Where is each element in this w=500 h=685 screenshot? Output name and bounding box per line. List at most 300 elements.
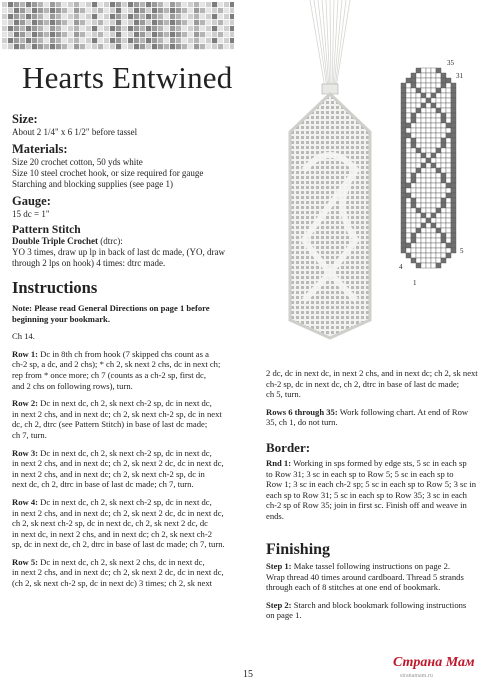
chart-cell xyxy=(416,68,421,73)
checker-cell xyxy=(74,26,79,31)
line: ch 2, sk next ch-2 sp, dc in next dc, ch 2, sk next 2 dc, dc xyxy=(12,518,208,529)
chart-cell xyxy=(421,228,426,233)
checker-cell xyxy=(2,44,7,49)
checker-cell xyxy=(182,2,187,7)
checker-cell xyxy=(50,38,55,43)
chart-cell xyxy=(406,138,411,143)
checker-cell xyxy=(92,44,97,49)
chart-cell xyxy=(411,113,416,118)
chart-cell xyxy=(426,208,431,213)
chart-cell xyxy=(416,208,421,213)
chart-cell xyxy=(436,98,441,103)
chart-cell xyxy=(451,238,456,243)
checker-cell xyxy=(170,14,175,19)
chart-cell xyxy=(421,193,426,198)
chart-cell xyxy=(411,118,416,123)
checker-cell xyxy=(158,14,163,19)
line: and 2 chs on following rows), turn. xyxy=(12,380,133,391)
chart-cell xyxy=(421,218,426,223)
line: ch-2 sp, a dc, and 2 chs); * ch 2, sk next 2 chs, dc in next ch; xyxy=(12,359,221,370)
chart-cell xyxy=(421,108,426,113)
chart-cell xyxy=(436,253,441,258)
checker-cell xyxy=(158,2,163,7)
checker-cell xyxy=(212,8,217,13)
chart-cell xyxy=(416,88,421,93)
chart-cell xyxy=(401,173,406,178)
checker-cell xyxy=(200,44,205,49)
chart-cell xyxy=(451,123,456,128)
chart-cell xyxy=(416,188,421,193)
checker-cell xyxy=(170,38,175,43)
chart-cell xyxy=(406,248,411,253)
checker-cell xyxy=(224,26,229,31)
chart-cell xyxy=(411,248,416,253)
chart-cell xyxy=(431,88,436,93)
chart-cell xyxy=(426,188,431,193)
checker-cell xyxy=(230,32,234,37)
chart-cell xyxy=(411,213,416,218)
line: Dc in next dc, ch 2, sk next ch-2 sp, dc in next dc, xyxy=(38,398,212,409)
checker-cell xyxy=(2,2,7,7)
chart-cell xyxy=(436,223,441,228)
checker-cell xyxy=(146,14,151,19)
checker-cell xyxy=(2,14,7,19)
chart-cell xyxy=(451,138,456,143)
chart-cell xyxy=(416,83,421,88)
chart-cell xyxy=(426,128,431,133)
chart-cell xyxy=(441,93,446,98)
checker-cell xyxy=(26,20,31,25)
chart-cell xyxy=(431,243,436,248)
chart-cell xyxy=(416,138,421,143)
line: in next 2 chs, and in next dc; ch 2, sk next 2 dc, dc in next dc, xyxy=(12,567,224,578)
checker-cell xyxy=(104,2,109,7)
checker-cell xyxy=(140,20,145,25)
checker-cell xyxy=(128,8,133,13)
chart-cell xyxy=(441,203,446,208)
bookmark-photo xyxy=(270,0,392,340)
chart-cell xyxy=(406,148,411,153)
chart-cell xyxy=(416,128,421,133)
chart-cell xyxy=(426,88,431,93)
chart-cell xyxy=(406,223,411,228)
checker-cell xyxy=(98,38,103,43)
chart-cell xyxy=(441,213,446,218)
chart-cell xyxy=(421,133,426,138)
chart-cell xyxy=(441,183,446,188)
checker-cell xyxy=(62,8,67,13)
checker-cell xyxy=(134,14,139,19)
materials-line: Size 20 crochet cotton, 50 yds white xyxy=(12,157,143,167)
row-label: Row 5: xyxy=(12,556,39,567)
chart-cell xyxy=(406,113,411,118)
checker-cell xyxy=(122,8,127,13)
checker-cell xyxy=(146,8,151,13)
checker-cell xyxy=(122,20,127,25)
checker-cell xyxy=(212,20,217,25)
chart-label-31: 31 xyxy=(456,72,463,80)
chart-cell xyxy=(431,198,436,203)
chart-cell xyxy=(411,138,416,143)
checker-cell xyxy=(44,14,49,19)
checker-cell xyxy=(224,38,229,43)
chart-cell xyxy=(436,73,441,78)
checker-cell xyxy=(68,20,73,25)
chart-cell xyxy=(446,98,451,103)
chart-cell xyxy=(441,128,446,133)
chart-cell xyxy=(431,238,436,243)
line: each sp to Row 31; 5 sc in each sp to Row 35; 3 sc in each xyxy=(266,489,467,500)
chart-cell xyxy=(421,238,426,243)
rows-list xyxy=(12,349,262,589)
chart-cell xyxy=(416,113,421,118)
materials-line: Starching and blocking supplies (see page 1) xyxy=(12,179,173,189)
checker-cell xyxy=(62,26,67,31)
chart-cell xyxy=(451,173,456,178)
checker-cell xyxy=(32,32,37,37)
checker-cell xyxy=(206,2,211,7)
checker-cell xyxy=(218,8,223,13)
checker-cell xyxy=(170,44,175,49)
row-label: Row 3: xyxy=(12,447,39,458)
chart-cell xyxy=(426,168,431,173)
checker-cell xyxy=(176,8,181,13)
chart-cell xyxy=(426,78,431,83)
chart-cell xyxy=(441,108,446,113)
checker-cell xyxy=(98,14,103,19)
checker-cell xyxy=(56,20,61,25)
chart-cell xyxy=(416,168,421,173)
checker-cell xyxy=(212,32,217,37)
checker-cell xyxy=(122,44,127,49)
chart-cell xyxy=(421,163,426,168)
chart-cell xyxy=(451,153,456,158)
chart-cell xyxy=(441,153,446,158)
checker-cell xyxy=(188,38,193,43)
checker-cell xyxy=(86,32,91,37)
checker-cell xyxy=(38,14,43,19)
chart-cell xyxy=(441,193,446,198)
checker-cell xyxy=(116,8,121,13)
chart-cell xyxy=(441,138,446,143)
checker-cell xyxy=(152,32,157,37)
chart-cell xyxy=(431,93,436,98)
size-heading: Size: xyxy=(12,112,38,126)
chart-cell xyxy=(426,93,431,98)
chart-cell xyxy=(421,118,426,123)
checker-cell xyxy=(26,26,31,31)
checker-cell xyxy=(74,44,79,49)
chart-cell xyxy=(421,158,426,163)
checker-cell xyxy=(116,14,121,19)
chart-cell xyxy=(441,78,446,83)
checker-cell xyxy=(128,26,133,31)
checker-cell xyxy=(44,20,49,25)
checker-cell xyxy=(20,20,25,25)
watermark: Страна Мам xyxy=(393,655,475,670)
chart-cell xyxy=(421,88,426,93)
chart-cell xyxy=(416,213,421,218)
chart-cell xyxy=(446,158,451,163)
checker-cell xyxy=(14,26,19,31)
checker-cell xyxy=(8,26,13,31)
chart-cell xyxy=(426,113,431,118)
dtrc-name: Double Triple Crochet xyxy=(12,236,98,246)
chart-cell xyxy=(451,218,456,223)
chart-cell xyxy=(421,258,426,263)
chart-cell xyxy=(441,173,446,178)
chart-cell xyxy=(426,228,431,233)
checker-cell xyxy=(80,44,85,49)
pattern-stitch-line: YO 3 times, draw up lp in back of last dc made, (YO, draw xyxy=(12,247,225,257)
checker-cell xyxy=(206,14,211,19)
row-instruction xyxy=(12,448,262,490)
checker-cell xyxy=(98,32,103,37)
chart-cell xyxy=(441,148,446,153)
chart-cell xyxy=(411,73,416,78)
chart-cell xyxy=(411,253,416,258)
line: ch-2 sp, dc in next dc, ch 2, dtrc in base of last dc made; xyxy=(266,378,460,389)
chart-cell xyxy=(411,243,416,248)
checker-cell xyxy=(176,26,181,31)
checker-cell xyxy=(152,8,157,13)
row-instruction xyxy=(12,349,262,391)
chart-cell xyxy=(441,83,446,88)
checker-cell xyxy=(2,20,7,25)
chart-cell xyxy=(426,193,431,198)
checker-cell xyxy=(38,38,43,43)
checker-cell xyxy=(32,14,37,19)
chart-cell xyxy=(416,218,421,223)
chart-cell xyxy=(411,233,416,238)
chart-cell xyxy=(416,103,421,108)
checker-cell xyxy=(38,32,43,37)
chart-cell xyxy=(421,98,426,103)
checker-cell xyxy=(2,8,7,13)
checker-cell xyxy=(8,44,13,49)
chart-cell xyxy=(406,208,411,213)
checker-cell xyxy=(182,8,187,13)
chart-cell xyxy=(431,78,436,83)
checker-cell xyxy=(20,44,25,49)
checker-cell xyxy=(146,2,151,7)
chart-cell xyxy=(401,148,406,153)
checker-cell xyxy=(80,38,85,43)
chart-cell xyxy=(451,143,456,148)
checker-cell xyxy=(212,44,217,49)
border-text xyxy=(266,458,496,522)
rows-6-35 xyxy=(266,407,496,428)
chart-cell xyxy=(416,93,421,98)
chart-cell xyxy=(411,103,416,108)
chart-cell xyxy=(436,183,441,188)
chart-cell xyxy=(426,233,431,238)
checker-cell xyxy=(116,2,121,7)
row-instruction xyxy=(12,497,262,550)
page-number: 15 xyxy=(243,669,253,680)
chart-cell xyxy=(406,183,411,188)
checker-cell xyxy=(62,14,67,19)
chart-cell xyxy=(406,108,411,113)
checker-cell xyxy=(56,32,61,37)
chart-cell xyxy=(431,83,436,88)
finishing-heading: Finishing xyxy=(266,541,331,558)
checker-cell xyxy=(206,20,211,25)
checker-cell xyxy=(80,2,85,7)
chart-cell xyxy=(421,263,426,268)
chart-cell xyxy=(441,73,446,78)
row5-cont xyxy=(266,368,496,400)
chart-cell xyxy=(436,78,441,83)
checker-cell xyxy=(194,14,199,19)
checker-cell xyxy=(44,38,49,43)
checker-cell xyxy=(68,44,73,49)
chart-cell xyxy=(436,153,441,158)
chart-cell xyxy=(411,153,416,158)
checker-cell xyxy=(164,20,169,25)
line: Work following chart. At end of Row xyxy=(337,406,469,417)
checker-cell xyxy=(116,44,121,49)
chart-cell xyxy=(446,123,451,128)
checker-cell xyxy=(158,26,163,31)
chart-cell xyxy=(426,258,431,263)
chart-cell xyxy=(401,118,406,123)
chart-cell xyxy=(446,193,451,198)
finishing-text xyxy=(266,561,496,628)
chart-cell xyxy=(431,213,436,218)
checker-cell xyxy=(2,32,7,37)
chart-cell xyxy=(401,128,406,133)
chart-cell xyxy=(451,188,456,193)
materials-line: Size 10 steel crochet hook, or size required for gauge xyxy=(12,168,204,178)
chart-cell xyxy=(451,193,456,198)
checker-cell xyxy=(26,32,31,37)
chart-cell xyxy=(446,238,451,243)
chart-cell xyxy=(416,233,421,238)
chart-cell xyxy=(421,168,426,173)
chart-cell xyxy=(441,143,446,148)
chart-cell xyxy=(421,248,426,253)
checker-cell xyxy=(128,14,133,19)
chart-cell xyxy=(406,163,411,168)
chart-cell xyxy=(426,198,431,203)
checker-cell xyxy=(146,44,151,49)
checker-cell xyxy=(86,8,91,13)
checker-cell xyxy=(32,2,37,7)
chart-cell xyxy=(411,128,416,133)
checker-cell xyxy=(128,44,133,49)
chart-cell xyxy=(406,133,411,138)
chart-cell xyxy=(416,258,421,263)
chart-cell xyxy=(451,178,456,183)
checker-cell xyxy=(140,38,145,43)
checker-cell xyxy=(194,26,199,31)
chart-cell xyxy=(431,123,436,128)
checker-cell xyxy=(104,38,109,43)
chart-cell xyxy=(406,123,411,128)
chart-cell xyxy=(411,98,416,103)
line: in next 2 chs, and in next dc; ch 2, sk next ch-2 sp, dc in next xyxy=(12,408,222,419)
checker-cell xyxy=(50,2,55,7)
chart-cell xyxy=(426,253,431,258)
chart-cell xyxy=(416,143,421,148)
checker-cell xyxy=(56,8,61,13)
checker-cell xyxy=(68,26,73,31)
chart-cell xyxy=(411,183,416,188)
chart-cell xyxy=(446,128,451,133)
checker-cell xyxy=(92,20,97,25)
checker-cell xyxy=(14,44,19,49)
checker-cell xyxy=(134,38,139,43)
chart-cell xyxy=(426,143,431,148)
chart-cell xyxy=(406,88,411,93)
line: in next 2 chs, and in next dc; ch 2, sk next ch-2 sp, dc in xyxy=(12,468,205,479)
chart-cell xyxy=(436,148,441,153)
chart-cell xyxy=(441,238,446,243)
line: through each of 8 stitches at one end of bookmark. xyxy=(266,582,441,593)
checker-cell xyxy=(98,8,103,13)
checker-cell xyxy=(110,32,115,37)
chart-cell xyxy=(426,223,431,228)
chart-cell xyxy=(446,113,451,118)
chart-cell xyxy=(426,103,431,108)
checker-cell xyxy=(80,32,85,37)
checker-cell xyxy=(134,32,139,37)
size-text: About 2 1/4" x 6 1/2" before tassel xyxy=(12,127,138,137)
chart-cell xyxy=(416,183,421,188)
checker-cell xyxy=(152,14,157,19)
checker-cell xyxy=(38,8,43,13)
chart-cell xyxy=(416,173,421,178)
chart-cell xyxy=(436,158,441,163)
chart-cell xyxy=(446,218,451,223)
stitch-chart xyxy=(395,58,465,288)
page-title: Hearts Entwined xyxy=(22,60,233,95)
checker-cell xyxy=(134,26,139,31)
note-line: beginning your bookmark. xyxy=(12,313,110,324)
watermark-sub: stranamam.ru xyxy=(400,673,433,679)
chart-cell xyxy=(446,138,451,143)
chart-cell xyxy=(416,148,421,153)
chart-cell xyxy=(436,228,441,233)
chart-cell xyxy=(436,188,441,193)
line: sp, dc in next dc, ch 2, dtrc in base of last dc made; ch 7, turn. xyxy=(12,539,225,550)
chart-cell xyxy=(436,138,441,143)
chart-cell xyxy=(421,73,426,78)
chart-cell xyxy=(436,113,441,118)
chart-cell xyxy=(441,208,446,213)
checker-cell xyxy=(8,32,13,37)
chart-cell xyxy=(436,258,441,263)
checker-cell xyxy=(218,20,223,25)
checker-cell xyxy=(200,2,205,7)
materials-heading: Materials: xyxy=(12,142,68,156)
checker-cell xyxy=(230,20,234,25)
checker-cell xyxy=(218,14,223,19)
checker-cell xyxy=(26,14,31,19)
chart-cell xyxy=(426,163,431,168)
checker-cell xyxy=(104,44,109,49)
chart-cell xyxy=(401,228,406,233)
checker-cell xyxy=(50,20,55,25)
chart-cell xyxy=(421,173,426,178)
chart-cell xyxy=(446,233,451,238)
chart-cell xyxy=(411,188,416,193)
checker-cell xyxy=(26,44,31,49)
checker-cell xyxy=(38,20,43,25)
chart-cell xyxy=(416,223,421,228)
chart-cell xyxy=(406,243,411,248)
